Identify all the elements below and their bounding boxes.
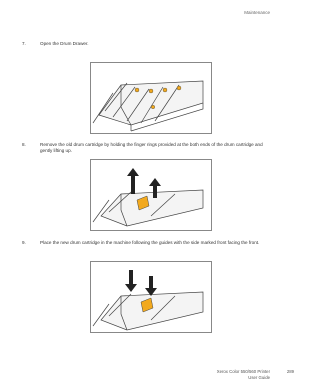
insert-drum-cartridge-illustration bbox=[90, 261, 212, 333]
page-header-section: Maintenance bbox=[244, 10, 270, 15]
insert-drum-drawing bbox=[91, 262, 211, 332]
remove-drum-drawing bbox=[91, 160, 211, 230]
step-text: Open the Drum Drawer. bbox=[40, 41, 89, 46]
page-footer bbox=[216, 369, 294, 380]
step-number: 8. bbox=[22, 142, 26, 147]
insert-arrows bbox=[125, 270, 157, 296]
footer-product: Xerox Color 550/560 Printer bbox=[216, 369, 270, 374]
step-number: 7. bbox=[22, 41, 26, 46]
up-arrow-icon bbox=[127, 168, 139, 194]
remove-drum-cartridge-illustration bbox=[90, 159, 212, 231]
step-text: Remove the old drum cartridge by holding the finger rings provided at the both ends of the drum cartridge and gently lifting up. bbox=[40, 142, 263, 153]
down-arrow-icon bbox=[145, 276, 157, 296]
footer-guide: User Guide bbox=[248, 374, 270, 380]
drum-drawer-drawing bbox=[91, 63, 211, 133]
page-number: 289 bbox=[286, 369, 294, 374]
step-number: 9. bbox=[22, 240, 26, 245]
drum-drawer-open-illustration bbox=[90, 62, 212, 134]
down-arrow-icon bbox=[125, 270, 137, 292]
step-text: Place the new drum cartridge in the machine following the guides with the side marked front facing the front. bbox=[40, 240, 260, 245]
